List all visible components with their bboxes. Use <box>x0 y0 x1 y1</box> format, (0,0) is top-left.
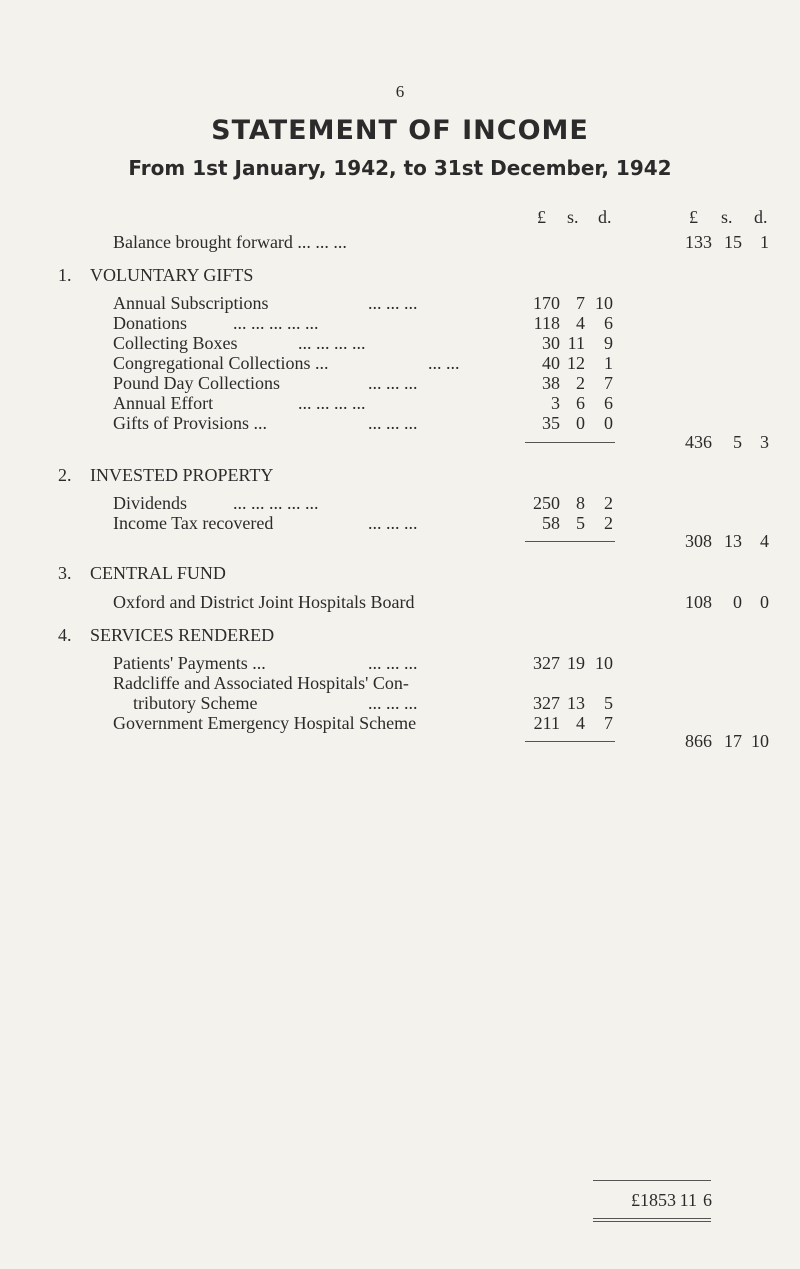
line-item-pounds: 250 <box>533 493 560 513</box>
page-subtitle: From 1st January, 1942, to 31st December, 1942 <box>128 156 672 180</box>
line-item-pounds: 211 <box>533 713 560 733</box>
line-item-pence: 7 <box>604 713 613 733</box>
line-item-dots: ... ... ... <box>368 373 418 393</box>
line-item-shillings: 0 <box>576 413 585 433</box>
line-item-dots: ... ... ... ... <box>298 333 366 353</box>
line-item-shillings: 4 <box>576 713 585 733</box>
line-item-label: Annual Effort <box>113 393 214 413</box>
line-item-shillings: 12 <box>567 353 585 373</box>
line-item-label: Congregational Collections ... <box>113 353 329 373</box>
inner-pounds-header: £ <box>537 207 546 227</box>
line-item-pence: 1 <box>604 353 613 373</box>
line-item-pence: 5 <box>604 693 613 713</box>
line-item-label: Radcliffe and Associated Hospitals' Con- <box>113 673 409 693</box>
central-fund-shillings: 0 <box>733 592 742 612</box>
line-item-shillings: 4 <box>576 313 585 333</box>
line-item-pence: 6 <box>604 313 613 333</box>
section-3-heading: CENTRAL FUND <box>90 563 226 583</box>
line-item-pounds: 170 <box>533 293 560 313</box>
grand-total-pence: 6 <box>703 1190 712 1210</box>
balance-label: Balance brought forward ... ... ... <box>113 232 347 252</box>
line-item-pounds: 40 <box>542 353 560 373</box>
outer-pounds-header: £ <box>689 207 698 227</box>
line-item-label: Dividends <box>113 493 187 513</box>
line-item-label: Income Tax recovered <box>113 513 274 533</box>
section-2-heading: INVESTED PROPERTY <box>90 465 274 485</box>
central-fund-label: Oxford and District Joint Hospitals Board <box>113 592 415 612</box>
outer-pence-header: d. <box>754 207 768 227</box>
section-total-shillings: 13 <box>724 531 742 551</box>
section-total-pence: 10 <box>751 731 769 751</box>
line-item-pounds: 38 <box>542 373 560 393</box>
line-item-shillings: 19 <box>567 653 585 673</box>
line-item-dots: ... ... ... <box>368 293 418 313</box>
balance-pence: 1 <box>760 232 769 252</box>
line-item-pence: 0 <box>604 413 613 433</box>
line-item-pounds: 58 <box>542 513 560 533</box>
subtotal-rule <box>525 541 615 542</box>
section-2-number: 2. <box>58 465 72 485</box>
grand-total-rule-top <box>593 1180 711 1181</box>
line-item-dots: ... ... ... <box>368 653 418 673</box>
line-item-dots: ... ... <box>428 353 460 373</box>
section-1-number: 1. <box>58 265 72 285</box>
line-item-pounds: 327 <box>533 653 560 673</box>
line-item-shillings: 5 <box>576 513 585 533</box>
balance-shillings: 15 <box>724 232 742 252</box>
section-total-pence: 4 <box>760 531 769 551</box>
grand-total-rule-bottom-1 <box>593 1218 711 1219</box>
line-item-pence: 2 <box>604 513 613 533</box>
section-total-pence: 3 <box>760 432 769 452</box>
line-item-label: Annual Subscriptions <box>113 293 269 313</box>
balance-pounds: 133 <box>685 232 712 252</box>
line-item-dots: ... ... ... ... ... <box>233 493 319 513</box>
grand-total-rule-bottom-2 <box>593 1221 711 1222</box>
line-item-dots: ... ... ... ... <box>298 393 366 413</box>
section-4-heading: SERVICES RENDERED <box>90 625 275 645</box>
line-item-pounds: 35 <box>542 413 560 433</box>
line-item-label: Patients' Payments ... <box>113 653 266 673</box>
line-item-shillings: 6 <box>576 393 585 413</box>
outer-shillings-header: s. <box>721 207 733 227</box>
grand-total-shillings: 11 <box>679 1190 697 1210</box>
line-item-dots: ... ... ... <box>368 413 418 433</box>
line-item-pounds: 118 <box>533 313 560 333</box>
line-item-pence: 7 <box>604 373 613 393</box>
line-item-dots: ... ... ... <box>368 513 418 533</box>
page-number: 6 <box>395 82 405 101</box>
section-4-number: 4. <box>58 625 72 645</box>
line-item-pence: 2 <box>604 493 613 513</box>
inner-shillings-header: s. <box>567 207 579 227</box>
line-item-pounds: 3 <box>551 393 560 413</box>
section-total-pounds: 308 <box>685 531 712 551</box>
central-fund-pounds: 108 <box>685 592 712 612</box>
inner-pence-header: d. <box>598 207 612 227</box>
section-1-heading: VOLUNTARY GIFTS <box>90 265 254 285</box>
line-item-pence: 10 <box>595 653 613 673</box>
line-item-shillings: 11 <box>567 333 585 353</box>
line-item-label: tributory Scheme <box>133 693 258 713</box>
line-item-pence: 9 <box>604 333 613 353</box>
line-item-pence: 6 <box>604 393 613 413</box>
line-item-label: Pound Day Collections <box>113 373 280 393</box>
line-item-dots: ... ... ... ... ... <box>233 313 319 333</box>
line-item-shillings: 7 <box>576 293 585 313</box>
section-3-number: 3. <box>58 563 72 583</box>
line-item-shillings: 8 <box>576 493 585 513</box>
line-item-shillings: 13 <box>567 693 585 713</box>
line-item-label: Gifts of Provisions ... <box>113 413 268 433</box>
line-item-shillings: 2 <box>576 373 585 393</box>
subtotal-rule <box>525 442 615 443</box>
section-total-pounds: 866 <box>685 731 712 751</box>
section-total-shillings: 5 <box>733 432 742 452</box>
line-item-pounds: 30 <box>542 333 560 353</box>
line-item-label: Government Emergency Hospital Scheme <box>113 713 417 733</box>
page-title: STATEMENT OF INCOME <box>211 115 589 146</box>
line-item-dots: ... ... ... <box>368 693 418 713</box>
grand-total-pounds: £1853 <box>631 1190 676 1210</box>
line-item-pounds: 327 <box>533 693 560 713</box>
line-item-pence: 10 <box>595 293 613 313</box>
central-fund-pence: 0 <box>760 592 769 612</box>
section-total-shillings: 17 <box>724 731 742 751</box>
line-item-label: Donations <box>113 313 187 333</box>
section-total-pounds: 436 <box>685 432 712 452</box>
subtotal-rule <box>525 741 615 742</box>
line-item-label: Collecting Boxes <box>113 333 238 353</box>
